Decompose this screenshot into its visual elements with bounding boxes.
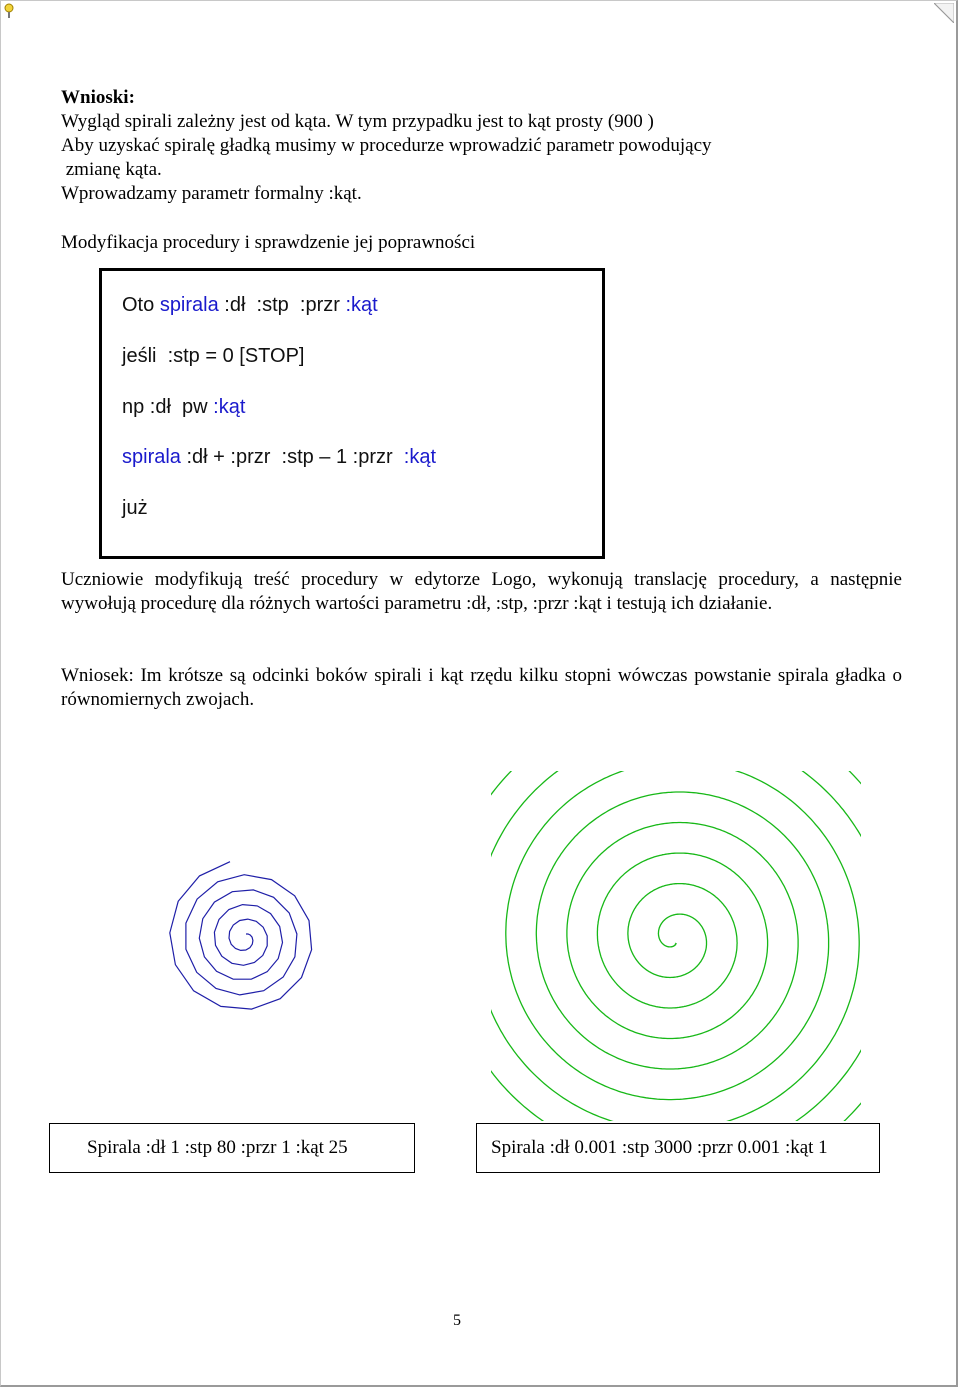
code-command: np :dł pw bbox=[122, 396, 208, 418]
intro-line: Wprowadzamy parametr formalny :kąt. bbox=[61, 183, 362, 204]
page-number: 5 bbox=[453, 1312, 461, 1329]
code-procedure-name: spirala bbox=[159, 294, 219, 316]
code-args: :dł + :przr :stp – 1 :przr bbox=[186, 446, 393, 468]
code-line-5: już bbox=[122, 497, 148, 519]
intro-line: Wygląd spirali zależny jest od kąta. W tym przypadku jest to kąt prosty (900 ) bbox=[61, 111, 654, 132]
code-line-4 bbox=[122, 445, 436, 469]
code-keyword: Oto bbox=[122, 294, 155, 316]
spiral-line-blue bbox=[170, 862, 312, 1009]
logo-procedure-box bbox=[99, 268, 605, 559]
intro-line: Aby uzyskać spiralę gładką musimy w procedurze wprowadzić parametr powodujący bbox=[61, 135, 712, 156]
intro-line: zmianę kąta. bbox=[61, 159, 162, 180]
code-angle-param: :kąt bbox=[345, 294, 378, 316]
paragraph-students: Uczniowie modyfikują treść procedury w edytorze Logo, wykonują translację procedury, a następnie wywołują procedurę dla różnych wartości parametru :dł, :stp, :przr :kąt i testują ich działanie. bbox=[61, 569, 902, 614]
code-procedure-name: spirala bbox=[122, 446, 181, 468]
pushpin-icon bbox=[3, 3, 15, 19]
spiral-figure-smooth bbox=[491, 771, 861, 1121]
code-angle-param: :kąt bbox=[213, 396, 246, 418]
intro-line: Modyfikacja procedury i sprawdzenie jej poprawności bbox=[61, 232, 476, 253]
figure-caption-1: Spirala :dł 1 :stp 80 :przr 1 :kąt 25 bbox=[49, 1123, 415, 1173]
code-line-1 bbox=[122, 293, 378, 317]
spiral-figure-polygonal bbox=[61, 756, 431, 1116]
code-params: :dł :stp :przr bbox=[224, 294, 340, 316]
code-line-2: jeśli :stp = 0 [STOP] bbox=[122, 345, 305, 367]
code-angle-param: :kąt bbox=[403, 446, 437, 468]
page-fold-icon bbox=[934, 3, 954, 23]
paragraph-conclusion: Wniosek: Im krótsze są odcinki boków spirali i kąt rzędu kilku stopni wówczas powstanie spirala gładka o równomiernych zwojach. bbox=[61, 665, 902, 710]
section-heading: Wnioski: bbox=[61, 87, 135, 108]
code-line-3 bbox=[122, 395, 245, 419]
figure-caption-2: Spirala :dł 0.001 :stp 3000 :przr 0.001 :kąt 1 bbox=[476, 1123, 880, 1173]
spiral-line-green bbox=[491, 771, 861, 1121]
